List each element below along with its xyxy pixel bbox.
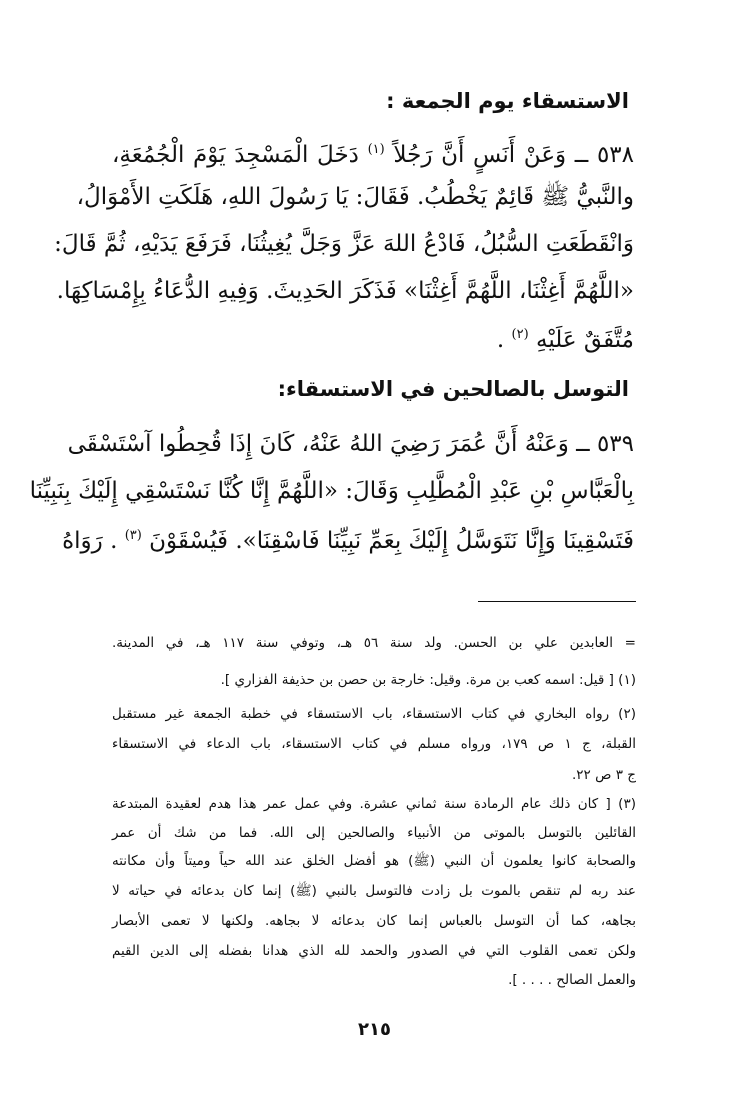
footnote-3-line-4: عند ربه لم تنقص بالموت بل زادت فالتوسل بالنبي (ﷺ) إنما كان بدعائه في حياته لا [112, 883, 636, 899]
footnote-3-line-3: والصحابة كانوا يعلمون أن النبي (ﷺ) هو أفضل الخلق عند الله حياً وميتاً وأن مكانته [112, 853, 636, 869]
footnote-3-line-1: (٣) [ كان ذلك عام الرمادة سنة ثماني عشرة. وفي عمل عمر هذا هدم لعقيدة المبتدعة [112, 796, 636, 812]
footnote-ref-2: (٢) [511, 327, 529, 342]
hadith-538-line-2: والنَّبيُّ ﷺ قَائِمٌ يَخْطُبُ. فَقَالَ: يَا رَسُولَ اللهِ، هَلَكَتِ الأَمْوَالُ، [76, 184, 634, 210]
hadith-538-line-5 [112, 315, 634, 360]
line-text: . رَوَاهُ [62, 528, 118, 554]
page-number: ٢١٥ [358, 1019, 391, 1040]
footnote-ref-1: (١) [367, 142, 385, 157]
footnote-2-line-3: ج ٣ ص ٢٢. [572, 767, 636, 783]
footnote-line: = العابدين علي بن الحسن. ولد سنة ٥٦ هـ، وتوفي سنة ١١٧ هـ، في المدينة. [112, 635, 636, 651]
hadith-538-line-1 [112, 130, 634, 175]
hadith-538-line-3: وَانْقَطَعَتِ السُّبُلُ، فَادْعُ اللهَ عَزَّ وَجَلَّ يُغِيثُنَا، فَرَفَعَ يَدَيْهِ، ثُمَّ قَالَ: [54, 231, 634, 257]
line-text: دَخَلَ الْمَسْجِدَ يَوْمَ الْجُمُعَةِ، [112, 142, 359, 168]
hadith-539-line-1: ٥٣٩ ــ وَعَنْهُ أَنَّ عُمَرَ رَضِيَ اللهُ عَنْهُ، كَانَ إِذَا قُحِطُوا آسْتَسْقَى [67, 431, 634, 457]
hadith-539-line-3 [62, 516, 634, 561]
footnote-3-line-7: والعمل الصالح . . . . ]. [508, 972, 636, 988]
footnote-divider [478, 601, 636, 602]
line-text: . [496, 327, 505, 353]
footnote-1: (١) [ قيل: اسمه كعب بن مرة. وقيل: خارجة بن حصن بن حذيفة الفزاري ]. [220, 672, 636, 688]
line-text: ٥٣٨ ــ وَعَنْ أَنَسٍ أَنَّ رَجُلاً [393, 142, 635, 168]
section-heading-rain-prayer-friday: الاستسقاء يوم الجمعة : [386, 89, 629, 113]
footnote-3-line-6: ولكن تعمى القلوب التي في الصدور والحمد لله الذي هدانا بفضله إلى الدين القيم [112, 943, 636, 959]
line-text: فَتَسْقِينَا وَإِنَّا نَتَوَسَّلُ إِلَيْكَ بِعَمِّ نَبِيِّنَا فَاسْقِنَا». فَيُسْقَوْنَ [149, 528, 634, 554]
hadith-539-line-2: بِالْعَبَّاسِ بْنِ عَبْدِ الْمُطَّلِبِ وَقَالَ: «اللَّهُمَّ إِنَّا كُنَّا نَسْتَسْقِي إِلَيْكَ بِنَبِيِّنَا [29, 478, 634, 504]
footnote-3-line-2: القائلين بالتوسل بالموتى من الأنبياء والصالحين إلى الله. فما من شك أن عمر [112, 825, 636, 841]
section-heading-intercession: التوسل بالصالحين في الاستسقاء: [277, 377, 629, 401]
footnote-3-line-5: بجاهه، كما أن التوسل بالعباس إنما كان بدعائه لا بجاهه. ولكنها لا تعمى الأبصار [112, 913, 636, 929]
footnote-2-line-2: القبلة، ج ١ ص ١٧٩، ورواه مسلم في كتاب الاستسقاء، باب الدعاء في الاستسقاء [112, 736, 636, 752]
hadith-538-line-4: «اللَّهُمَّ أَغِثْنَا، اللَّهُمَّ أَغِثْنَا» فَذَكَرَ الحَدِيثَ. وَفِيهِ الدُّعَاءُ بِإِمْسَاكِهَا. [56, 278, 634, 304]
line-text: مُتَّفَقٌ عَلَيْهِ [536, 327, 634, 353]
footnote-ref-3: (٣) [124, 528, 142, 543]
footnote-2-line-1: (٢) رواه البخاري في كتاب الاستسقاء، باب الاستسقاء في خطبة الجمعة غير مستقبل [112, 706, 636, 722]
